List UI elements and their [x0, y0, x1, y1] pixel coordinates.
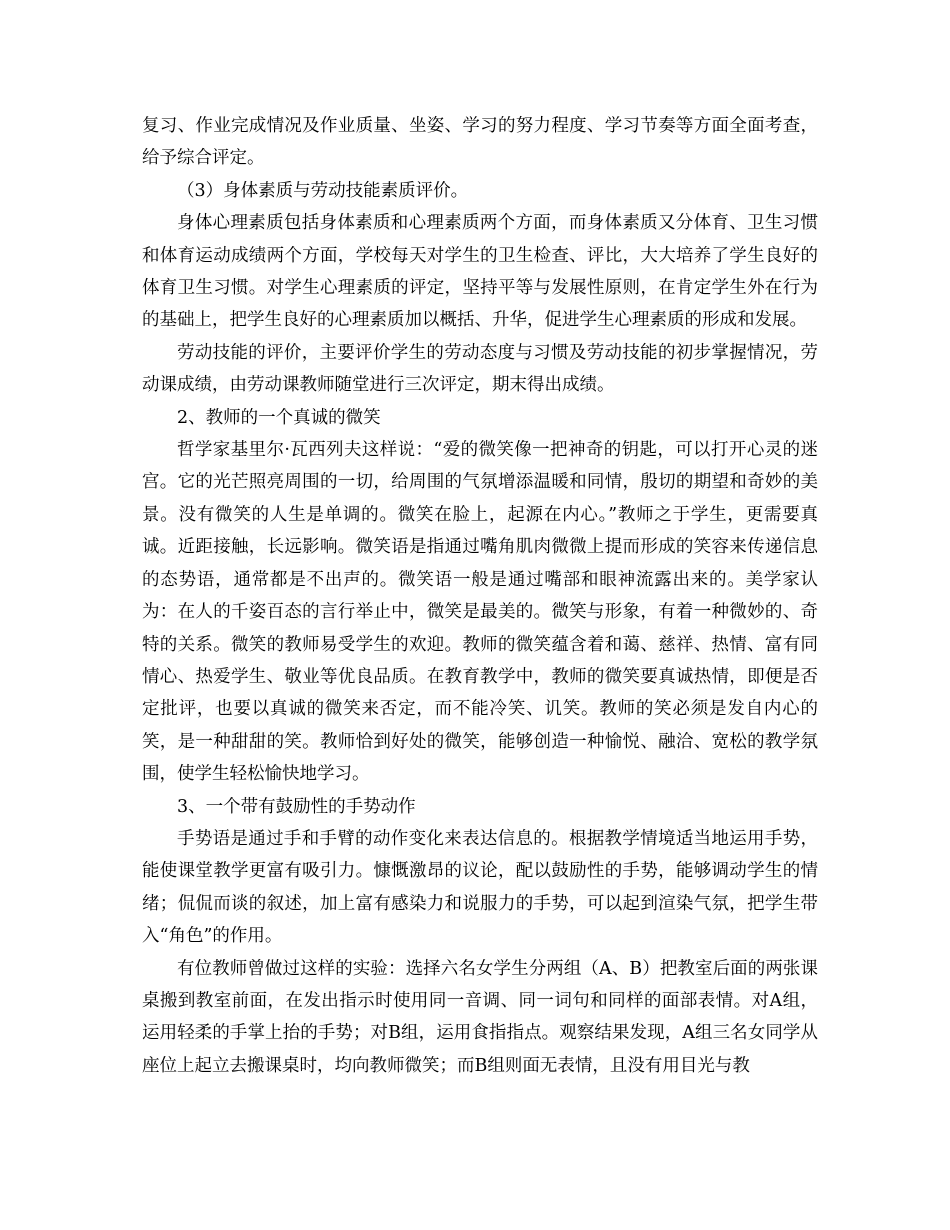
paragraph-smile: 哲学家基里尔·瓦西列夫这样说：“爱的微笑像一把神奇的钥匙，可以打开心灵的迷宫。它的光芒照亮周围的一切，给周围的气氛增添温暖和同情，殷切的期望和奇妙的美景。没有微笑的人生是单调的。微笑在脸上，起源在内心。”教师之于学生，更需要真诚。近距接触，长远影响。微笑语是指通过嘴角肌肉微微上提而形成的笑容来传递信息的态势语，通常都是不出声的。微笑语一般是通过嘴部和眼神流露出来的。美学家认为：在人的千姿百态的言行举止中，微笑是最美的。微笑与形象，有着一种微妙的、奇特的关系。微笑的教师易受学生的欢迎。教师的微笑蕴含着和蔼、慈祥、热情、富有同情心、热爱学生、敬业等优良品质。在教育教学中，教师的微笑要真诚热情，即便是否定批评，也要以真诚的微笑来否定，而不能冷笑、讥笑。教师的笑必须是发自内心的笑，是一种甜甜的笑。教师恰到好处的微笑，能够创造一种愉悦、融洽、宽松的教学氛围，使学生轻松愉快地学习。 [142, 440, 818, 785]
section-heading-gesture: 3、一个带有鼓励性的手势动作 [177, 796, 416, 817]
paragraph-experiment: 有位教师曾做过这样的实验：选择六名女学生分两组（A、B）把教室后面的两张课桌搬到教室前面，在发出指示时使用同一音调、同一词句和同样的面部表情。对A组，运用轻柔的手掌上抬的手势；对B组，运用食指指点。观察结果发现，A组三名女同学从座位上起立去搬课桌时，均向教师微笑；而B组则面无表情，且没有用目光与教 [142, 958, 818, 1076]
section-heading-physical-labor: （3）身体素质与劳动技能素质评价。 [177, 180, 469, 201]
paragraph-labor-skills: 劳动技能的评价，主要评价学生的劳动态度与习惯及劳动技能的初步掌握情况，劳动课成绩，由劳动课教师随堂进行三次评定，期末得出成绩。 [142, 342, 818, 396]
paragraph-continuation: 复习、作业完成情况及作业质量、坐姿、学习的努力程度、学习节奏等方面全面考查，给予综合评定。 [142, 116, 818, 169]
paragraph-gesture: 手势语是通过手和手臂的动作变化来表达信息的。根据教学情境适当地运用手势，能使课堂教学更富有吸引力。慷慨激昂的议论，配以鼓励性的手势，能够调动学生的情绪；侃侃而谈的叙述，加上富有感染力和说服力的手势，可以起到渲染气氛，把学生带入“角色”的作用。 [142, 828, 818, 947]
paragraph-physical-mental: 身体心理素质包括身体素质和心理素质两个方面，而身体素质又分体育、卫生习惯和体育运动成绩两个方面，学校每天对学生的卫生检查、评比，大大培养了学生良好的体育卫生习惯。对学生心理素质的评定，坚持平等与发展性原则，在肯定学生外在行为的基础上，把学生良好的心理素质加以概括、升华，促进学生心理素质的形成和发展。 [142, 213, 818, 331]
section-heading-smile: 2、教师的一个真诚的微笑 [177, 407, 381, 428]
document-page [142, 110, 818, 1082]
